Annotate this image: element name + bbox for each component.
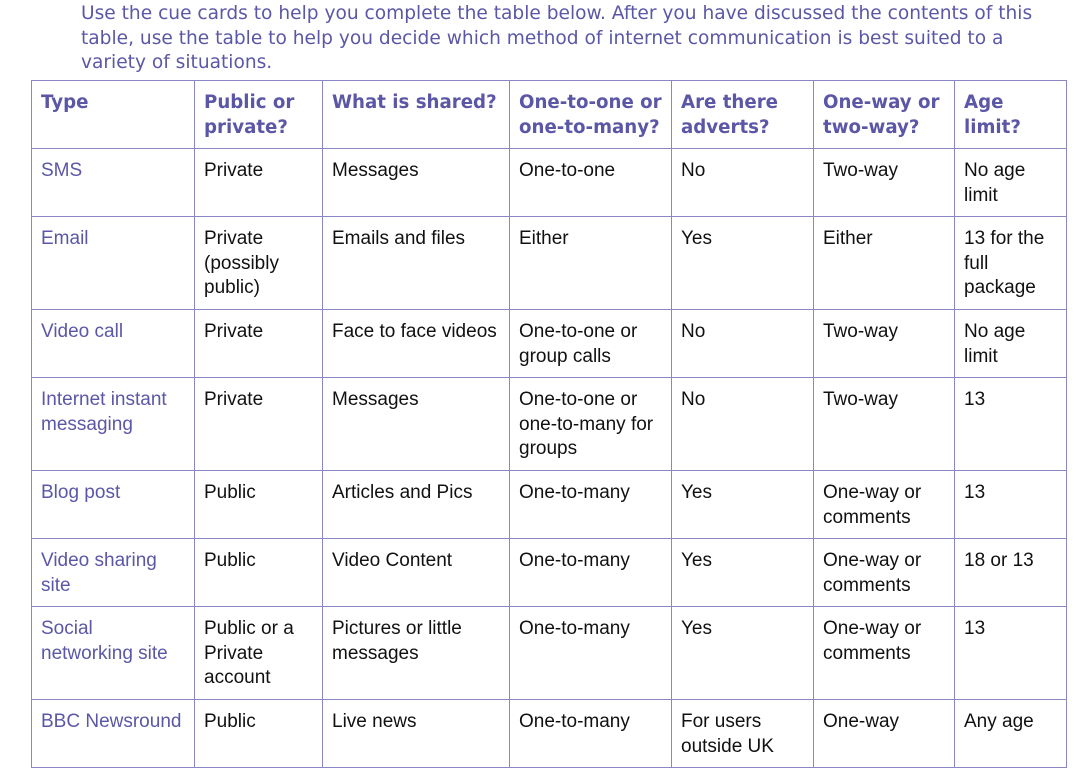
cell-adverts: Yes (672, 539, 814, 607)
cell-one-to-one-many: One-to-many (510, 539, 672, 607)
cell-what-shared: Video Content (323, 539, 510, 607)
cell-age-limit: Any age (955, 700, 1067, 768)
cell-age-limit: 13 for the full package (955, 217, 1067, 310)
header-what-shared: What is shared? (323, 81, 510, 149)
cell-public-private: Public (195, 539, 323, 607)
cell-public-private: Private (195, 378, 323, 471)
cell-what-shared: Pictures or little messages (323, 607, 510, 700)
cell-adverts: Yes (672, 471, 814, 539)
cell-public-private: Private (195, 310, 323, 378)
cell-public-private: Private (195, 149, 323, 217)
cell-one-two-way: Two-way (814, 378, 955, 471)
table-row (32, 149, 1067, 217)
cell-one-to-one-many: Either (510, 217, 672, 310)
cell-public-private: Public (195, 700, 323, 768)
cell-age-limit: No age limit (955, 149, 1067, 217)
intro-text: Use the cue cards to help you complete the table below. After you have discussed the contents of this table, use the table to help you decide which method of internet communication is best suited to a variety of situations. (81, 3, 1033, 73)
cell-one-two-way: One-way or comments (814, 471, 955, 539)
table-row (32, 310, 1067, 378)
cell-one-to-one-many: One-to-many (510, 471, 672, 539)
cell-public-private: Public or a Private account (195, 607, 323, 700)
cell-age-limit: 13 (955, 378, 1067, 471)
header-one-two-way: One-way or two-way? (814, 81, 955, 149)
cell-one-to-one-many: One-to-many (510, 607, 672, 700)
cell-adverts: Yes (672, 607, 814, 700)
cell-type: Video sharing site (32, 539, 195, 607)
cell-public-private: Private (possibly public) (195, 217, 323, 310)
table-row (32, 471, 1067, 539)
cell-what-shared: Messages (323, 378, 510, 471)
cell-adverts: No (672, 149, 814, 217)
cell-type: Social networking site (32, 607, 195, 700)
cell-one-two-way: Two-way (814, 310, 955, 378)
cell-adverts: No (672, 310, 814, 378)
cell-type: SMS (32, 149, 195, 217)
cell-one-two-way: Two-way (814, 149, 955, 217)
header-row (32, 81, 1067, 149)
cell-age-limit: 13 (955, 471, 1067, 539)
cell-type: Internet instant messaging (32, 378, 195, 471)
cell-what-shared: Live news (323, 700, 510, 768)
table-row (32, 378, 1067, 471)
cell-adverts: Yes (672, 217, 814, 310)
cell-type: Blog post (32, 471, 195, 539)
cell-one-two-way: One-way (814, 700, 955, 768)
cell-one-to-one-many: One-to-many (510, 700, 672, 768)
header-adverts: Are there adverts? (672, 81, 814, 149)
header-one-to-one-many: One-to-one or one-to-many? (510, 81, 672, 149)
table-row (32, 217, 1067, 310)
cell-age-limit: No age limit (955, 310, 1067, 378)
table-row (32, 539, 1067, 607)
table-row (32, 700, 1067, 768)
cell-one-two-way: Either (814, 217, 955, 310)
cell-one-two-way: One-way or comments (814, 539, 955, 607)
cell-age-limit: 13 (955, 607, 1067, 700)
table-row (32, 607, 1067, 700)
cell-adverts: No (672, 378, 814, 471)
cell-type: BBC Newsround (32, 700, 195, 768)
cell-age-limit: 18 or 13 (955, 539, 1067, 607)
cell-adverts: For users outside UK (672, 700, 814, 768)
cell-one-two-way: One-way or comments (814, 607, 955, 700)
cell-what-shared: Emails and files (323, 217, 510, 310)
cell-what-shared: Messages (323, 149, 510, 217)
cell-what-shared: Face to face videos (323, 310, 510, 378)
header-type: Type (32, 81, 195, 149)
header-public-private: Public or private? (195, 81, 323, 149)
cell-one-to-one-many: One-to-one or group calls (510, 310, 672, 378)
cell-type: Video call (32, 310, 195, 378)
communication-table (31, 80, 1067, 768)
cell-public-private: Public (195, 471, 323, 539)
cell-one-to-one-many: One-to-one (510, 149, 672, 217)
cell-type: Email (32, 217, 195, 310)
cell-what-shared: Articles and Pics (323, 471, 510, 539)
cell-one-to-one-many: One-to-one or one-to-many for groups (510, 378, 672, 471)
header-age-limit: Age limit? (955, 81, 1067, 149)
